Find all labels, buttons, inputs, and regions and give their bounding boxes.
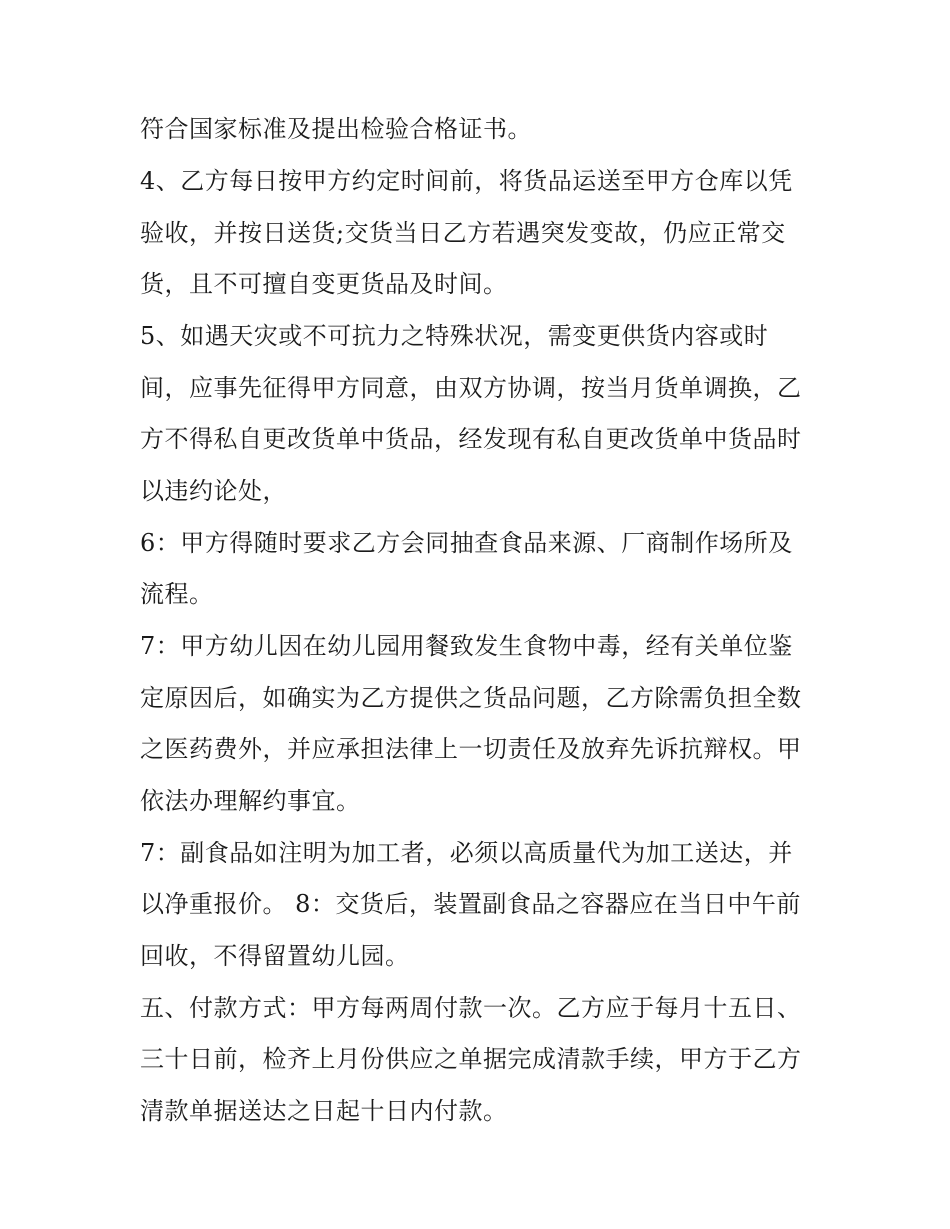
text-line: 符合国家标准及提出检验合格证书。	[140, 115, 532, 143]
text-line: 5、如遇天灾或不可抗力之特殊状况，需变更供货内容或时	[140, 322, 769, 350]
text-line: 方不得私自更改货单中货品，经发现有私自更改货单中货品时	[140, 425, 802, 453]
text-line: 6：甲方得随时要求乙方会同抽查食品来源、厂商制作场所及	[140, 529, 793, 557]
text-line: 五、付款方式：甲方每两周付款一次。乙方应于每月十五日、	[140, 994, 802, 1022]
text-line: 回收，不得留置幼儿园。	[140, 942, 410, 970]
text-line: 7：甲方幼儿因在幼儿园用餐致发生食物中毒，经有关单位鉴	[140, 632, 793, 660]
text-line: 验收，并按日送货;交货当日乙方若遇突发变故，仍应正常交	[140, 219, 786, 247]
text-line: 货，且不可擅自变更货品及时间。	[140, 270, 508, 298]
text-line: 流程。	[140, 580, 214, 608]
text-line: 三十日前，检齐上月份供应之单据完成清款手续，甲方于乙方	[140, 1045, 802, 1073]
text-line: 以净重报价。 8：交货后，装置副食品之容器应在当日中午前	[140, 890, 801, 918]
text-line: 依法办理解约事宜。	[140, 787, 361, 815]
text-line: 4、乙方每日按甲方约定时间前，将货品运送至甲方仓库以凭	[140, 167, 793, 195]
text-line: 以违约论处，	[140, 477, 287, 505]
text-line: 之医药费外，并应承担法律上一切责任及放弃先诉抗辩权。甲	[140, 735, 802, 763]
text-line: 间，应事先征得甲方同意，由双方协调，按当月货单调换，乙	[140, 374, 802, 402]
text-line: 清款单据送达之日起十日内付款。	[140, 1097, 508, 1125]
text-line: 定原因后，如确实为乙方提供之货品问题，乙方除需负担全数	[140, 684, 802, 712]
text-line: 7：副食品如注明为加工者，必须以高质量代为加工送达，并	[140, 839, 793, 867]
